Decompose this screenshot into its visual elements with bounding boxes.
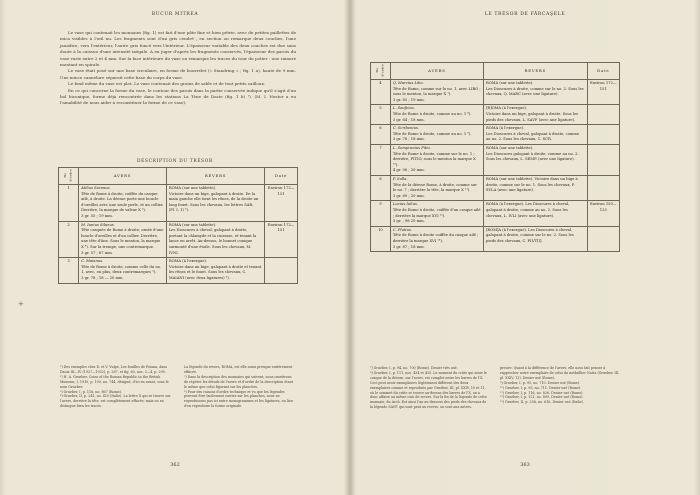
table-row — [59, 221, 298, 258]
moneyer-name: C. Scribonius. — [392, 126, 420, 131]
table-row — [59, 258, 298, 283]
reverse-text: [R]OMA (à l'exergue). Victoire dans un bige, galopant à droite. Sous les pieds des chevaux, L. SAVF (avec une ligature). — [483, 105, 587, 125]
footnote: ¹¹) Grueber, I, p. 116, no. 826. Denier usé (Rome). — [500, 390, 584, 395]
date-cell: Environ 172—151 — [265, 221, 298, 258]
obverse-text: Tête de Rome à droite, comme au no. 1 ⁹). 3 gr. 78 ; 18 mm. — [392, 131, 472, 142]
running-head: LE TRÉSOR DE FĂRCAŞELE — [484, 12, 566, 17]
footnote: ⁶) Pour des raisons d'ordre technique et vu que les légendes peuvent être facilement suivies sur les planches, nous ne reproduisons pas ici entre monogrammes et les ligatures, en lieu d'en reproduire la forme originale. — [184, 389, 293, 409]
table-title: DESCRIPTION DU TRÉSOR — [137, 159, 213, 164]
crosshair-mark: + — [18, 300, 24, 308]
table-row — [371, 201, 620, 226]
header-obverse: AVERS — [79, 168, 167, 185]
footnote: La légende du revers, ROMA, est elle aussi presque entièrement effacée. — [184, 365, 293, 374]
footnote: preuve. Quant à la différence de l'avers, elle nous fait penser à rapprocher notre exemplaire de celui du médaillier Natta (Grueber, III, pl. XXIV, 13). Denier usé (Rome). — [500, 366, 620, 380]
obverse-cell — [79, 185, 167, 222]
body-text — [60, 30, 296, 107]
date-cell — [587, 176, 619, 201]
row-number: 9 — [371, 201, 391, 226]
row-number: 4 — [371, 80, 391, 105]
obverse-text: Tête de Rome à droite coiffée du casque ailé ; derrière la marque XVI ¹³). 3 gr. 87 ; 18 mm. — [392, 233, 479, 249]
paragraph: Le fond même du vase est plat. Le vase contenait des grains de sable et de tout petits cailloux. — [68, 81, 266, 87]
row-number: 10 — [371, 226, 391, 251]
row-number: 8 — [371, 176, 391, 201]
reverse-text: ROMA (sur une tablette). Les Dioscures à cheval, galopant à droite, portant la chlamyde et la cuirasse, et tenant la lance en arrêt. Au-dessus, le bonnet conique surmonté d'une étoile. Sous les chevaux, M. IVNI. — [166, 221, 264, 258]
footnote: ⁸) Grueber, I, p. 111, nos. 434 et 435. Le moment du crâte qui avoir le casque de la déesse, sur l'avers, est complet entre les barres de l'X. Ceci peut avoir exemplaires légèrement différent des deux exemplaires comme et reproduits par Grueber, III, pl. XXIV, 10 et 11, où le sommet du crâte se trouve au-dessus des barres de l'X, on a donc affaire au même coin de revers. Sur la fin de la légende de cette monnaie, du Arch. Est ainsi l'un au-dessous des pieds des chevaux de la légende SAVF, qui sont peut au revers, on sont aux autres. — [370, 370, 487, 410]
obverse-text: Tête de Rome à droite, comme celle du no. 1, avec, en plus, deux contremarques ⁵). 3 gr. 78 ; 18 — 20 mm. — [81, 264, 162, 280]
row-number: 5 — [371, 105, 391, 125]
date-cell: Environ 150—125 — [587, 201, 619, 226]
footnote: ⁹) Grueber, I, p. 95, no. 710. Denier usé (Rome). — [500, 380, 581, 385]
footnotes-column — [500, 366, 620, 405]
right-page — [350, 0, 700, 495]
obverse-cell — [390, 176, 483, 201]
obverse-text: Tête de Rome à droite, coiffée du casque ailé, à droite. La déesse porte une boucle d'oreilles avec une seule perle, et un collier. Derrière, la marque de valeur X ²). 3 gr. 55 ; 19 mm. — [81, 191, 164, 219]
table-row — [59, 185, 298, 222]
footnote: ²) H. A. Grueber, Coins of the Roman Republic in the British Museum, I, 1910, p. 100, no. 744, désigné, d'ici en avant, sous le nom Grueber. — [60, 374, 169, 389]
header-obverse: AVERS — [390, 63, 483, 80]
date-cell — [587, 145, 619, 176]
reverse-text: ROMA (sur une tablette). Victoire dans un bige, galopant à droite. De la main gauche elle tient les rênes, de la droite un long fouet. Sous les chevaux, les lettres SAR. (Pl. I, 1) ³). — [166, 185, 264, 222]
obverse-text: Tête casquée de Rome à droite, ornée d'une boucle d'oreilles et d'un collier. Derrière, une tête d'âne. Sous le menton, la marque X ⁴). Sur la trempe, une contremarque. 3 gr. 57 ; 67 mm. — [81, 228, 164, 255]
paragraph: Le vase qui contenait les monnaies (fig. 1) est fait d'une pâte fine et bien pétrie, avec de petites paillettes de mica visibles à l'œil nu. Les fragments sont d'un gris cendré ; en section on remarque deux couches, l'une jaunâtre, vers l'extérieur, l'autre gris foncé vers l'intérieur. L'épaisseur variable des deux couches est due sans doute à la cuisson d'une intensité inégale. A en juger d'après les fragments conservés, l'épaisseur des parois du vase varie entre 2 et 4 mm. Sur la face intérieure du vase on remarque les traces du tour du potier : une rainure montant en spirale. — [60, 30, 296, 68]
obverse-text: Tête de Rome à droite, coiffée d'un casque ailé ; derrière la marque XVI ¹²). 3 gr. ; 98 20 mm. — [392, 207, 481, 224]
reverse-text: ROMA (à l'exergue). Victoire dans un bige, galopant à droite et tenant les rênes et le fouet. Sous les chevaux, C. MAIANI (avec deux ligatures) ⁶). — [166, 258, 264, 283]
moneyer-name: C. Maianus. — [81, 259, 104, 264]
table-row — [371, 226, 620, 251]
footnote: ³) Grueber, I, p. 116, no. 867 (Rome). — [60, 389, 122, 394]
header-date: Date — [587, 63, 619, 80]
moneyer-name: C. Plutius. — [392, 227, 413, 232]
page-number: 363 — [520, 462, 530, 468]
header-date: Date — [265, 168, 298, 185]
row-number: 2 — [59, 221, 79, 258]
treasure-table — [58, 167, 298, 284]
moneyer-name: L. Sempronius Pitio. — [392, 146, 431, 151]
paragraph: En ce qui concerne la forme du vase, le contour des parois dans la partie conservée indique qu'il s'agit d'un bol biconique, forme déjà rencontrée dans les stations La Tène de Dacie (fig. 1 b) ¹). (M. I. Nestor a eu l'amabilité de nous aider à reconstituer la forme de ce vase). — [60, 87, 296, 106]
obverse-text: Tête de Rome à droite, comme au no. 1 ⁸). 3 gr. 64 ; 18 mm. — [392, 112, 472, 122]
reverse-text: ROMA (à l'exergue). Les Dioscures à cheval, galopant à droite, comme au no. 2. Sous les chevaux, L. IVLI (avec une ligature). — [483, 201, 587, 226]
obverse-text: Tête de Rome, comme sur le no. 1, avec LIBO ; sous le menton, la marque X ⁷). 3 gr. 83 ; 19 mm. — [392, 86, 481, 102]
treasure-table — [370, 62, 620, 252]
date-cell: Environ 172—151 — [587, 80, 619, 105]
table-row — [371, 176, 620, 201]
obverse-cell — [390, 201, 483, 226]
obverse-text: Tête de Rome à droite, comme sur le no. 1 ; derrière, PITIO, sous le menton la marque X ¹⁰). 4 gr. 06 ; 20 mm. — [392, 151, 476, 173]
header-no: No d'ordre — [374, 63, 385, 77]
footnote: ¹) Des exemples chez D. et V. Vulpe, Les fouilles de Poiana, dans Dacia III—IV (1927—1932), p. 287, et fig. 60, nos. 3—4, p. 290. — [60, 365, 168, 374]
footnotes-column — [60, 365, 172, 409]
obverse-cell — [79, 221, 167, 258]
obverse-cell — [390, 226, 483, 251]
footnotes-column — [370, 366, 488, 410]
table-row — [371, 105, 620, 125]
date-cell — [587, 125, 619, 145]
table-header-row — [371, 63, 620, 80]
moneyer-name: L. Saufeius. — [392, 106, 415, 111]
footnote: ¹³) Grueber, II, p. 256, no. 616. Denier usé (Italie). — [500, 400, 584, 405]
table-header-row — [59, 168, 298, 185]
obverse-cell — [390, 145, 483, 176]
date-cell: Environ 172—151 — [265, 185, 298, 222]
moneyer-name: Atilius Saranus. — [81, 186, 111, 191]
reverse-text: ROMA (sur une tablette). Victoire dans un bige à droite, comme sur le no. 1. Sous les chevaux, P. SVLA (avec une ligature). — [483, 176, 587, 201]
footnote: ¹²) Grueber, I, p. 121, no. 899. Denier usé (Rome). — [500, 395, 584, 400]
running-head: BUCUR MITREA — [151, 12, 199, 17]
row-number: 7 — [371, 145, 391, 176]
footnote: ¹⁰) Grueber, I, p. 95, no. 711. Denier usé (Rome). — [500, 385, 582, 390]
reverse-text: ROMA (à l'exergue). Les Dioscures à cheval, galopant à droite, comme au no. 2. Sous les chevaux, C. SCR. — [483, 125, 587, 145]
date-cell — [587, 105, 619, 125]
footnote: ⁴) Grueber, II, p. 241, no. 410 (Italie). La lettre X qui se trouve sur l'avers, derrière la tête, est complètement effacée, mais on en distingue bien les traces. — [60, 394, 171, 409]
moneyer-name: Lucius Iulius. — [392, 202, 419, 207]
header-no: No d'ordre — [62, 168, 73, 182]
paragraph: Le vase était posé sur une base circulaire, en forme de bourrelet (« Standring » ; fig. 1 a), haute de 9 mm. Une mince cannelure séparait cette base du corps du vase. — [60, 68, 296, 80]
page-number: 362 — [170, 462, 180, 468]
obverse-cell — [390, 125, 483, 145]
header-reverse: REVERS — [483, 63, 587, 80]
obverse-text: Tête de la déesse Rome, à droite, comme sur le no. 7 ; derrière la tête, la marque X ¹¹). 3 gr. 69 ; 20 mm. — [392, 182, 477, 198]
date-cell — [265, 258, 298, 283]
footnotes-column — [184, 365, 296, 409]
moneyer-name: M. Iunius Silanus. — [81, 222, 115, 227]
footnote: ⁷) Grueber, I, p. 94, no. 700 (Rome). Denier très usé. — [370, 366, 458, 370]
obverse-cell — [390, 105, 483, 125]
obverse-cell — [390, 80, 483, 105]
footnote: ⁵) Dans la description des monnaies qui suivent, nous omettrons de répéter les détails de l'avers et d'ordre de la description étant le même que celui figurant sur les planches. — [184, 374, 294, 389]
row-number: 3 — [59, 258, 79, 283]
obverse-cell — [79, 258, 167, 283]
table-row — [371, 80, 620, 105]
row-number: 1 — [59, 185, 79, 222]
header-reverse: REVERS — [166, 168, 264, 185]
table-row — [371, 145, 620, 176]
moneyer-name: P. Sulla. — [392, 177, 408, 181]
reverse-text: ROMA (sur une tablette). Les Dioscures à droite, comme sur le no. 2. Sous les chevaux, Q. MARC (avec une ligature). — [483, 80, 587, 105]
reverse-text: [ROM]A (à l'exergue). Les Dioscures à cheval, galopant à droite, comme sur le no. 2. Sous les pieds des chevaux, C. PLVT[I]. — [483, 226, 587, 251]
date-cell — [587, 226, 619, 251]
row-number: 6 — [371, 125, 391, 145]
moneyer-name: Q. Marcius Libo. — [392, 81, 424, 86]
reverse-text: ROMA (sur une tablette). Les Dioscures galopant à droite, comme au no. 2. Sous les chevaux, L. SEMP. (avec une ligature). — [483, 145, 587, 176]
table-row — [371, 125, 620, 145]
